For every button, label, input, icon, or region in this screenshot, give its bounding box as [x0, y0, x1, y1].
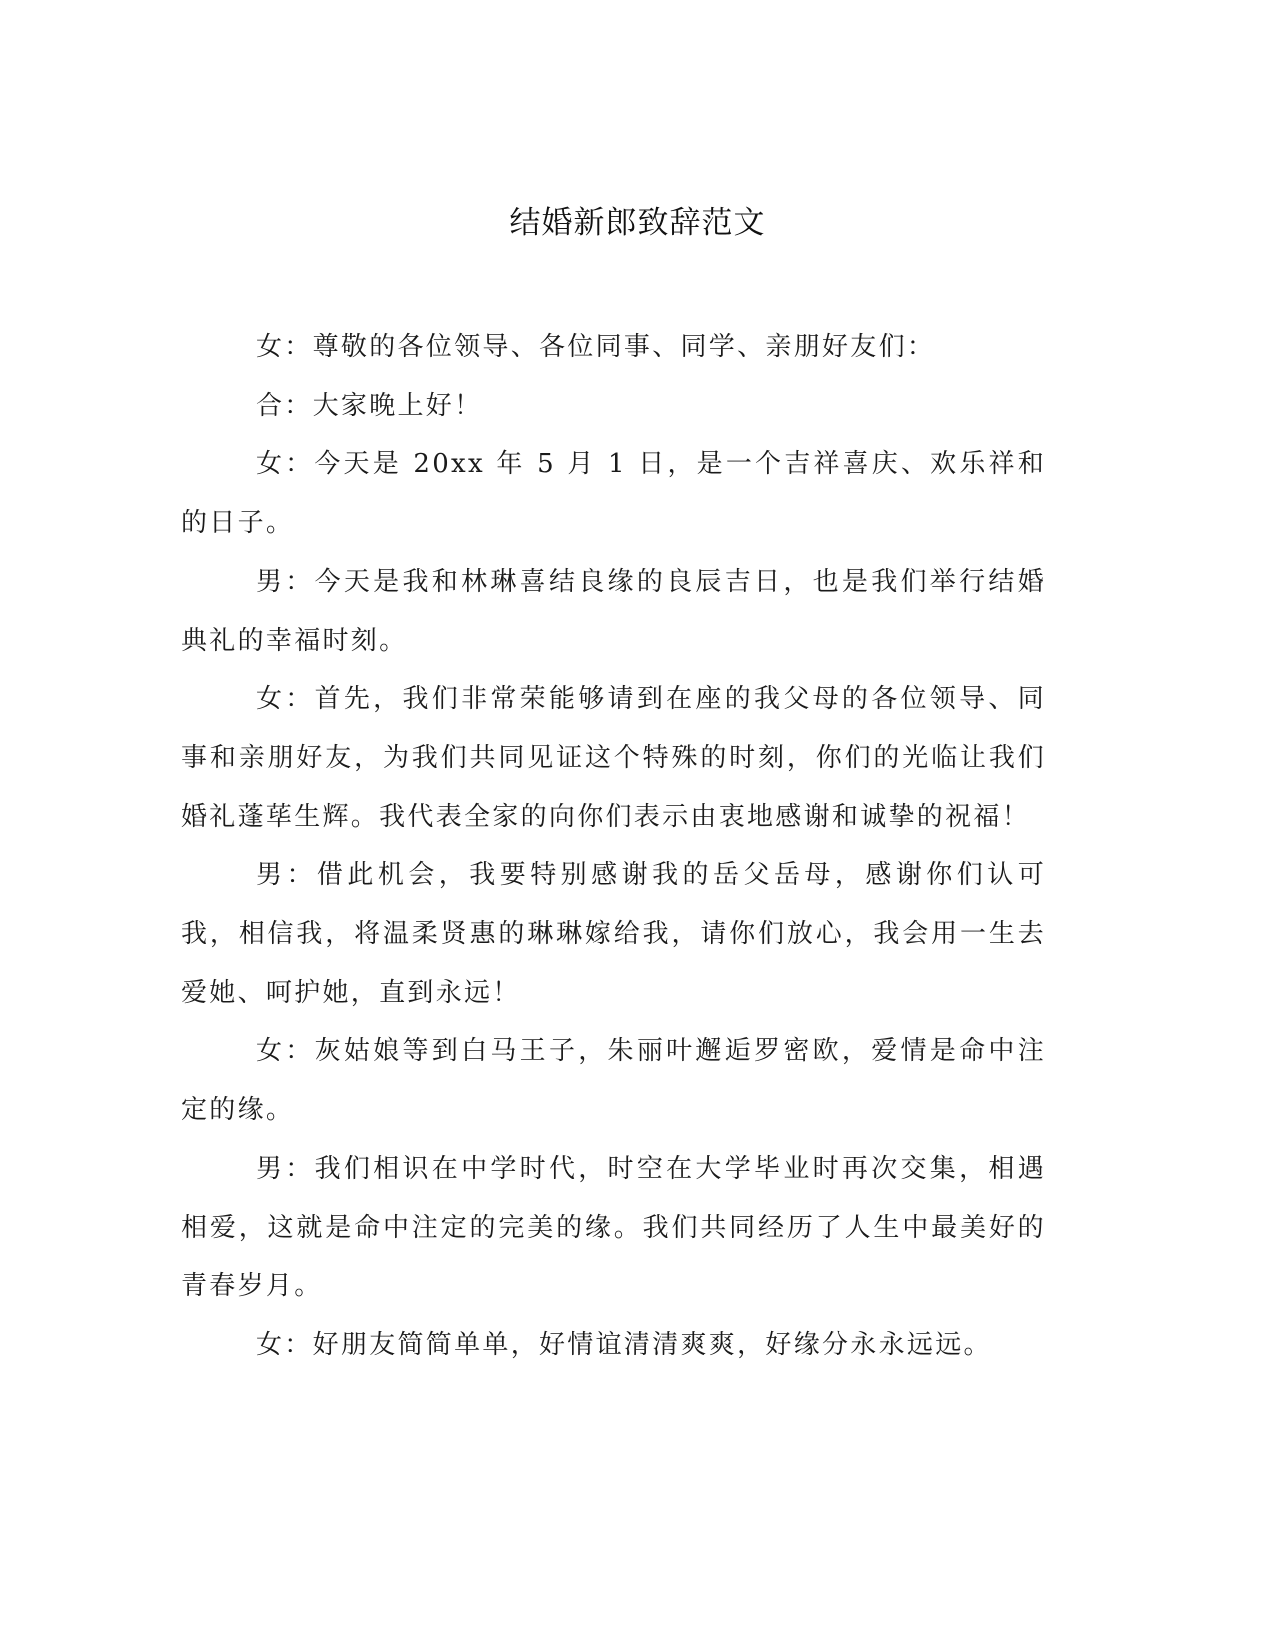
paragraph: 女：灰姑娘等到白马王子，朱丽叶邂逅罗密欧，爱情是命中注定的缘。	[181, 1036, 1046, 1126]
paragraph: 女：今天是 20xx 年 5 月 1 日，是一个吉祥喜庆、欢乐祥和的日子。	[181, 449, 1046, 539]
document-body	[181, 318, 1046, 1375]
paragraph: 女：尊敬的各位领导、各位同事、同学、亲朋好友们：	[256, 332, 936, 362]
paragraph: 女：好朋友简简单单，好情谊清清爽爽，好缘分永永远远。	[256, 1329, 992, 1360]
paragraph: 女：首先，我们非常荣能够请到在座的我父母的各位领导、同事和亲朋好友，为我们共同见证这个特殊的时刻，你们的光临让我们婚礼蓬荜生辉。我代表全家的向你们表示由衷地感谢和诚挚的祝福！	[181, 684, 1046, 832]
paragraph: 合：大家晚上好！	[256, 390, 483, 421]
paragraph: 男：我们相识在中学时代，时空在大学毕业时再次交集，相遇相爱，这就是命中注定的完美的缘。我们共同经历了人生中最美好的青春岁月。	[181, 1153, 1046, 1302]
document-title: 结婚新郎致辞范文	[509, 205, 766, 241]
paragraph: 男：借此机会，我要特别感谢我的岳父岳母，感谢你们认可我，相信我，将温柔贤惠的琳琳嫁给我，请你们放心，我会用一生去爱她、呵护她，直到永远！	[181, 860, 1046, 1008]
paragraph: 男：今天是我和林琳喜结良缘的良辰吉日，也是我们举行结婚典礼的幸福时刻。	[181, 566, 1046, 656]
